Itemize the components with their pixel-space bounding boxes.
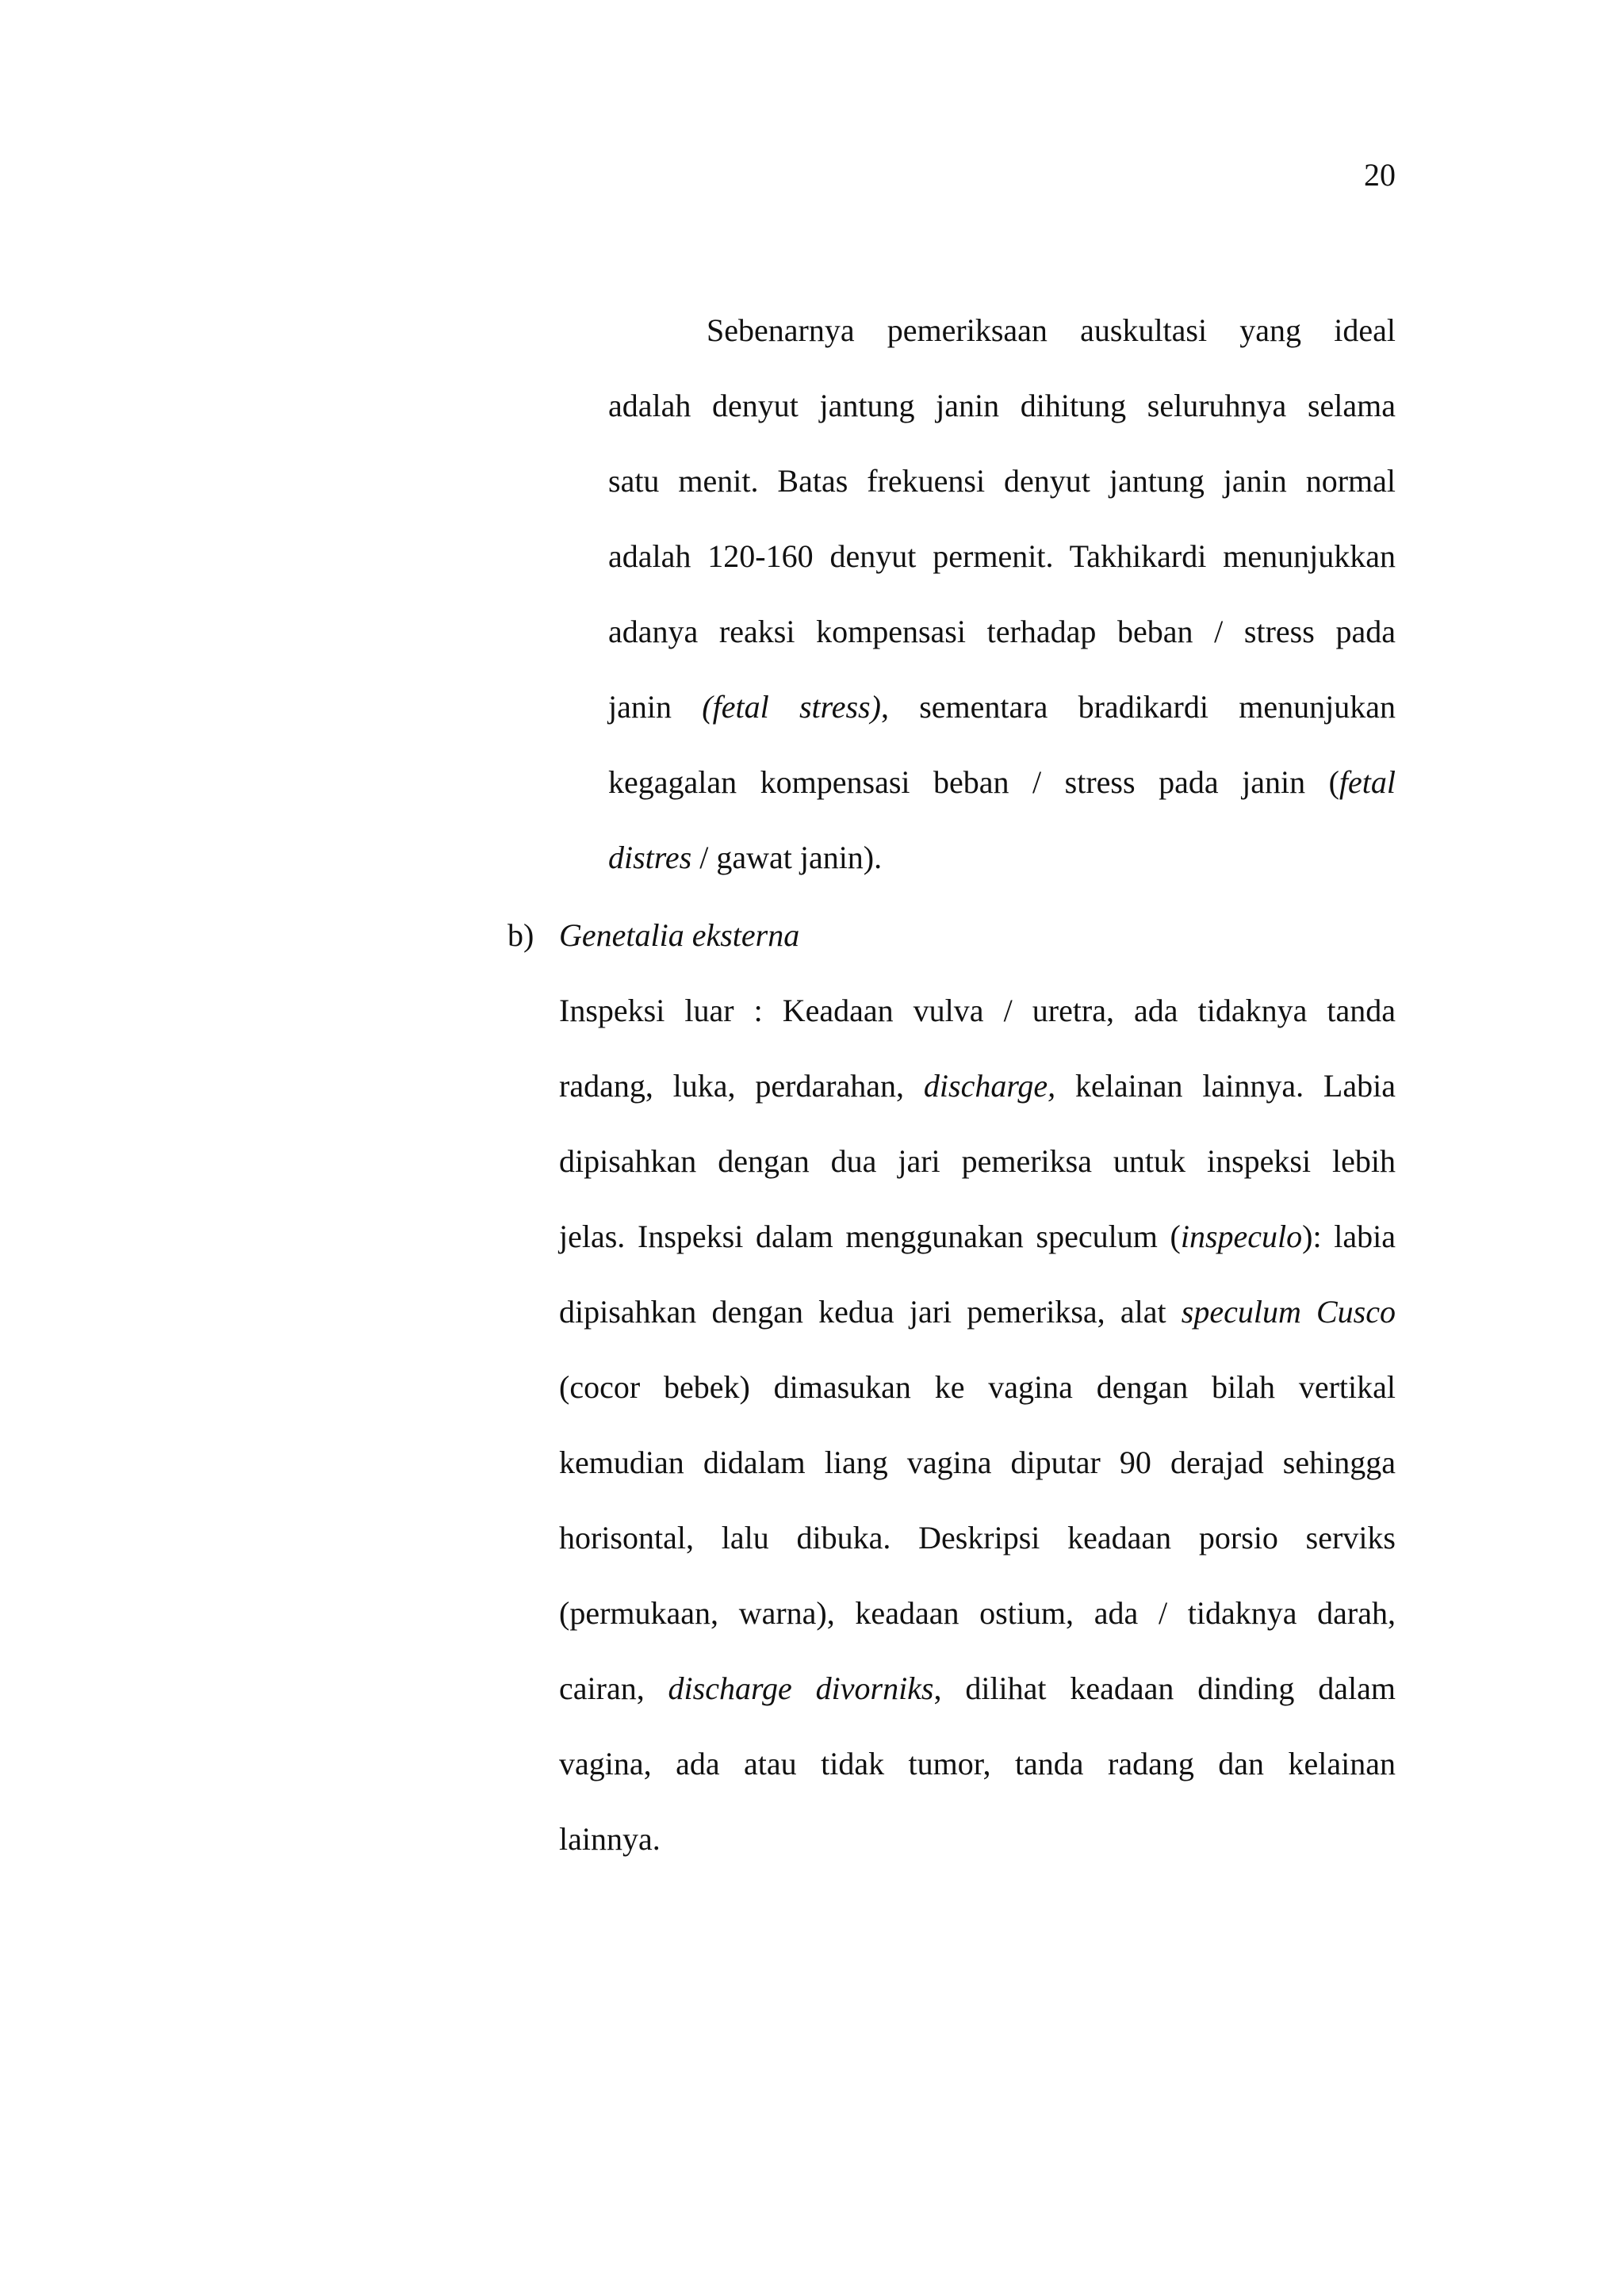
text-line: lainnya. (559, 1821, 661, 1857)
italic-term: fetal (1339, 764, 1396, 800)
paragraph-auskultasi (608, 311, 1396, 913)
text-line: satu menit. Batas frekuensi denyut jantung janin normal (608, 463, 1396, 499)
text-line: (cocor bebek) dimasukan ke vagina dengan bilah vertikal (559, 1369, 1396, 1405)
italic-term: distres (608, 840, 692, 875)
italic-term: (fetal stress) (702, 689, 881, 725)
text-line (608, 838, 1396, 913)
italic-term: inspeculo (1180, 1219, 1303, 1254)
text-line (559, 1066, 1396, 1142)
text-segment: ): labia (1302, 1219, 1396, 1254)
text-segment: janin (608, 689, 703, 725)
text-line (559, 1669, 1396, 1744)
text-segment: kelainan lainnya. Labia (1055, 1068, 1396, 1104)
text-line (608, 763, 1396, 838)
text-line (559, 1217, 1396, 1292)
text-segment: , dilihat keadaan dinding dalam (933, 1670, 1396, 1706)
italic-term: discharge divorniks (668, 1670, 934, 1706)
text-segment: / gawat janin). (691, 840, 883, 875)
list-marker: b) (508, 917, 534, 953)
page-number: 20 (1364, 157, 1396, 193)
text-line (559, 1292, 1396, 1368)
italic-term: speculum Cusco (1181, 1294, 1396, 1330)
text-line: Inspeksi luar : Keadaan vulva / uretra, ada tidaknya tanda (559, 993, 1396, 1028)
text-line (608, 687, 1396, 763)
paragraph-inspeksi (559, 991, 1396, 1895)
text-segment: radang, luka, perdarahan, (559, 1068, 924, 1104)
text-segment: dipisahkan dengan kedua jari pemeriksa, alat (559, 1294, 1182, 1330)
text-segment: cairan, (559, 1670, 668, 1706)
italic-term: discharge, (923, 1068, 1056, 1104)
text-line: (permukaan, warna), keadaan ostium, ada / tidaknya darah, (559, 1595, 1396, 1631)
text-line: vagina, ada atau tidak tumor, tanda radang dan kelainan (559, 1746, 1396, 1781)
text-segment: , sementara bradikardi menunjukan (880, 689, 1396, 725)
text-line: adalah denyut jantung janin dihitung seluruhnya selama (608, 388, 1396, 423)
section-heading: Genetalia eksterna (559, 917, 800, 953)
text-line: adalah 120-160 denyut permenit. Takhikardi menunjukkan (608, 538, 1396, 574)
text-line: kemudian didalam liang vagina diputar 90 derajad sehingga (559, 1445, 1396, 1480)
text-line: dipisahkan dengan dua jari pemeriksa untuk inspeksi lebih (559, 1143, 1396, 1179)
text-segment: kegagalan kompensasi beban / stress pada janin ( (608, 764, 1339, 800)
text-line: Sebenarnya pemeriksaan auskultasi yang ideal (707, 312, 1396, 348)
text-line: adanya reaksi kompensasi terhadap beban / stress pada (608, 614, 1396, 649)
text-line: horisontal, lalu dibuka. Deskripsi keadaan porsio serviks (559, 1520, 1396, 1556)
text-segment: jelas. Inspeksi dalam menggunakan speculum ( (559, 1219, 1181, 1254)
